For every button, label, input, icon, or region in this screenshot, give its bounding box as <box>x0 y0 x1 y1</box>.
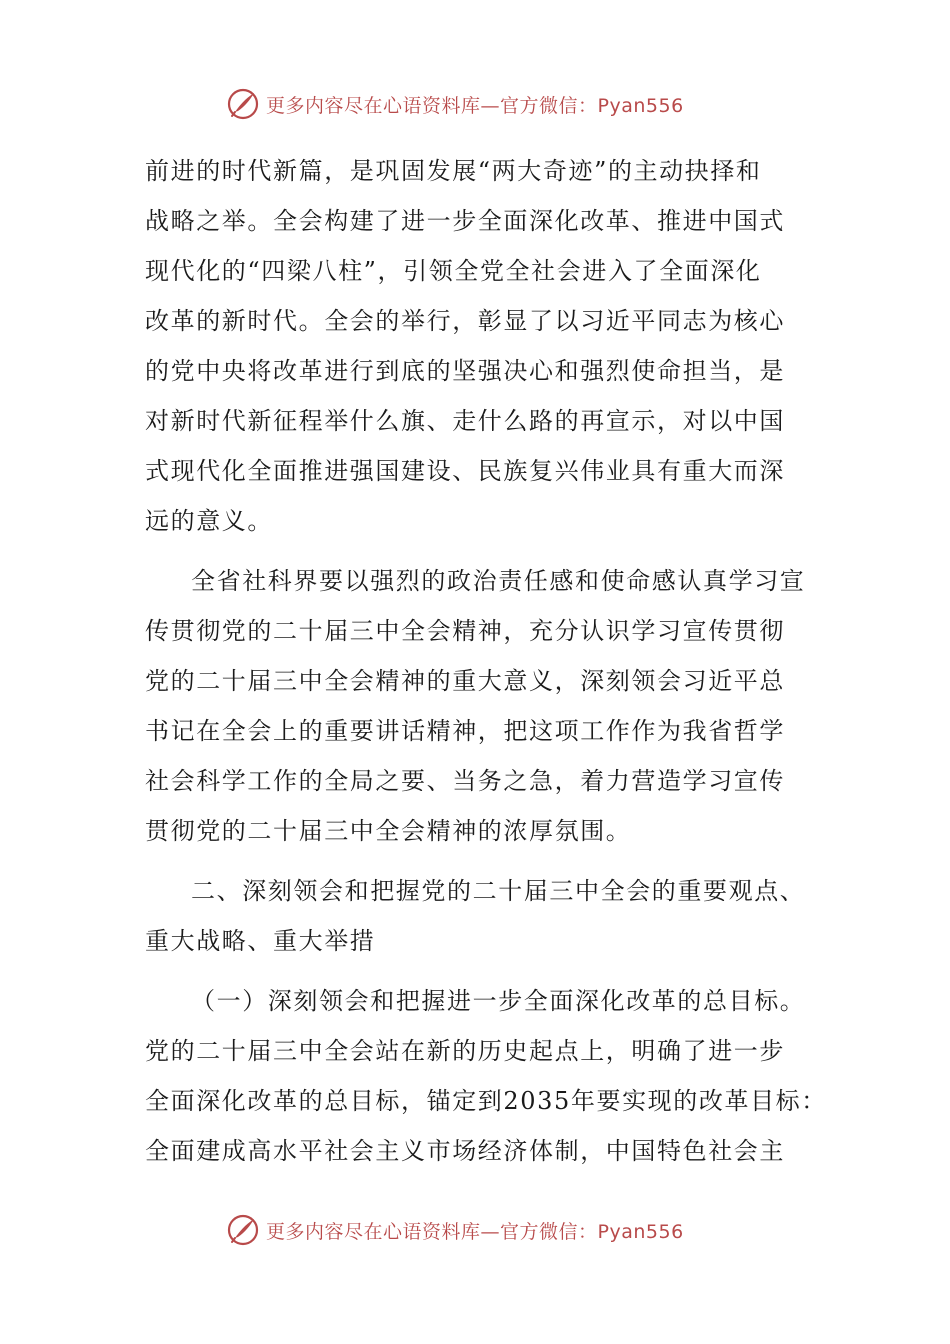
paragraph-gap <box>145 856 805 866</box>
text-line: 社会科学工作的全局之要、当务之急，着力营造学习宣传 <box>145 767 785 795</box>
text-line: 式现代化全面推进强国建设、民族复兴伟业具有重大而深 <box>145 457 785 485</box>
text-line: 党的二十届三中全会精神的重大意义，深刻领会习近平总 <box>145 667 785 695</box>
text-line: 对新时代新征程举什么旗、走什么路的再宣示，对以中国 <box>145 407 785 435</box>
text-line: 远的意义。 <box>145 507 273 535</box>
watermark-text: 更多内容尽在心语资料库—官方微信：Pyan556 <box>266 1220 684 1243</box>
paragraph <box>145 556 805 856</box>
paragraph <box>145 866 805 966</box>
quill-logo-icon <box>226 1213 260 1247</box>
document-body <box>145 146 827 1176</box>
text-line: 二、深刻领会和把握党的二十届三中全会的重要观点、 <box>191 877 806 905</box>
text-line: （一）深刻领会和把握进一步全面深化改革的总目标。 <box>191 987 806 1015</box>
text-line: 书记在全会上的重要讲话精神，把这项工作作为我省哲学 <box>145 717 785 745</box>
text-line: 现代化的“四梁八柱”，引领全党全社会进入了全面深化 <box>145 257 762 285</box>
watermark-footer <box>226 1210 746 1250</box>
text-line: 党的二十届三中全会站在新的历史起点上，明确了进一步 <box>145 1037 785 1065</box>
text-line: 的党中央将改革进行到底的坚强决心和强烈使命担当，是 <box>145 357 785 385</box>
paragraph <box>145 976 827 1176</box>
text-line: 重大战略、重大举措 <box>145 927 376 955</box>
text-line: 传贯彻党的二十届三中全会精神，充分认识学习宣传贯彻 <box>145 617 785 645</box>
paragraph-gap <box>145 546 805 556</box>
text-line: 前进的时代新篇，是巩固发展“两大奇迹”的主动抉择和 <box>145 157 762 185</box>
text-line: 全面建成高水平社会主义市场经济体制，中国特色社会主 <box>145 1137 785 1165</box>
paragraph-gap <box>145 966 805 976</box>
text-line: 全省社科界要以强烈的政治责任感和使命感认真学习宣 <box>191 567 806 595</box>
text-line: 全面深化改革的总目标，锚定到2035年要实现的改革目标： <box>145 1087 827 1115</box>
watermark-text: 更多内容尽在心语资料库—官方微信：Pyan556 <box>266 94 684 117</box>
quill-logo-icon <box>226 87 260 121</box>
text-line: 战略之举。全会构建了进一步全面深化改革、推进中国式 <box>145 207 785 235</box>
text-line: 改革的新时代。全会的举行，彰显了以习近平同志为核心 <box>145 307 785 335</box>
watermark-header <box>226 84 746 124</box>
text-line: 贯彻党的二十届三中全会精神的浓厚氛围。 <box>145 817 632 845</box>
paragraph <box>145 146 805 546</box>
